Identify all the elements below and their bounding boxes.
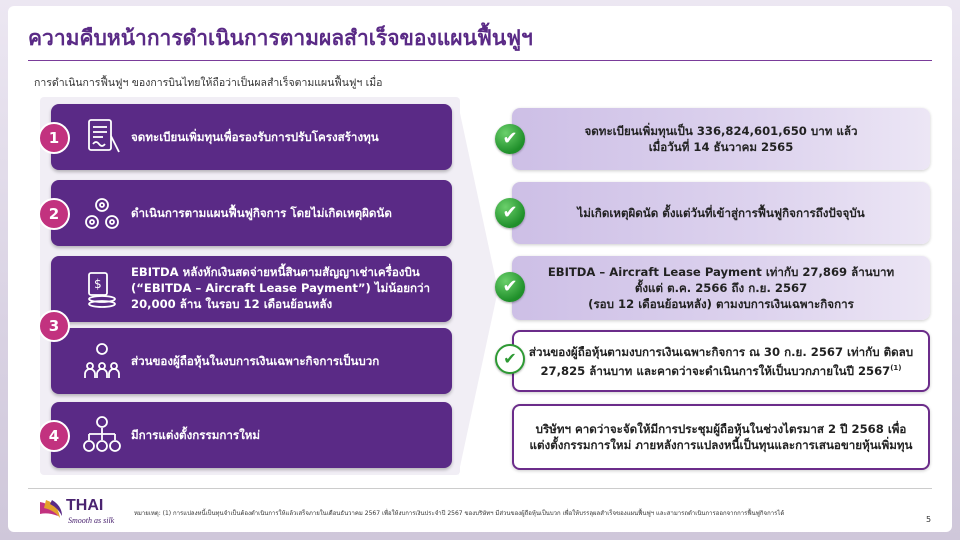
criteria-label-4: มีการแต่งตั้งกรรมการใหม่ [131,428,261,442]
footnote: หมายเหตุ: (1) การแปลงหนี้เป็นทุนจำเป็นต้องดำเนินการให้แล้วเสร็จภายในเดือนธันวาคม 2567 เพื่อให้งบการเงินประจำปี 2567 ของบริษัทฯ มีส่วนของผู้ถือหุ้นเป็นบวก เพื่อให้บรรลุผลสำเร็จของแผนฟื้นฟูฯ และสามารถดำเนินการออกจากการฟื้นฟูกิจการได้ [134,510,785,517]
chevron-arrow-icon [458,104,498,476]
gears-icon [81,192,123,234]
svg-text:$: $ [94,277,102,291]
criteria-number-3: 3 [38,310,70,342]
document-sign-icon [81,116,123,158]
criteria-label-1: จดทะเบียนเพิ่มทุนเพื่อรองรับการปรับโครงสร้างทุน [131,130,379,144]
footer-divider [28,488,932,489]
shareholders-icon [81,340,123,382]
page-title: ความคืบหน้าการดำเนินการตามผลสำเร็จของแผนฟื้นฟูฯ [28,26,533,50]
check-outline-icon: ✔ [495,344,525,374]
criteria-label-2: ดำเนินการตามแผนฟื้นฟูกิจการ โดยไม่เกิดเหตุผิดนัด [131,206,392,220]
status-1-line-1: จดทะเบียนเพิ่มทุนเป็น 336,824,601,650 บาท แล้ว [584,124,858,138]
footnote-marker: (1) [890,363,902,372]
criteria-label-3b: ส่วนของผู้ถือหุ้นในงบการเงินเฉพาะกิจการเป็นบวก [131,354,380,368]
check-icon-3: ✔ [495,272,525,302]
criteria-number-2: 2 [38,198,70,230]
logo-tagline: Smooth as silk [68,516,115,525]
status-3-line-3: (รอบ 12 เดือนย้อนหลัง) ตามงบการเงินเฉพาะกิจการ [588,297,854,311]
status-4-text: ส่วนของผู้ถือหุ้นตามงบการเงินเฉพาะกิจการ ณ 30 ก.ย. 2567 เท่ากับ ติดลบ 27,825 ล้านบาท และคาดว่าจะดำเนินการให้เป็นบวกภายในปี 2567 [528,344,914,378]
status-3-line-1: EBITDA – Aircraft Lease Payment เท่ากับ 27,869 ล้านบาท [547,265,895,279]
criteria-card-1 [51,104,452,170]
status-5-text: บริษัทฯ คาดว่าจะจัดให้มีการประชุมผู้ถือหุ้นในช่วงไตรมาส 2 ปี 2568 เพื่อแต่งตั้งกรรมการใหม่ ภายหลังการแปลงหนี้เป็นทุนและการเสนอขายหุ้นเพิ่มทุน [529,422,913,452]
criteria-card-4 [51,402,452,468]
title-divider [28,60,932,61]
page-number: 5 [926,515,932,524]
status-1-line-2: เมื่อวันที่ 14 ธันวาคม 2565 [648,140,794,154]
criteria-card-3b [51,328,452,394]
status-card-5 [512,404,930,470]
logo-text: THAI [66,497,104,514]
status-card-2 [512,182,930,244]
status-card-4 [512,330,930,392]
cash-coins-icon [81,268,123,310]
criteria-number-1: 1 [38,122,70,154]
criteria-number-4: 4 [38,420,70,452]
page-subtitle: การดำเนินการฟื้นฟูฯ ของการบินไทยให้ถือว่าเป็นผลสำเร็จตามแผนฟื้นฟูฯ เมื่อ [34,77,383,89]
criteria-label-3a: EBITDA หลังหักเงินสดจ่ายหนี้สินตามสัญญาเช่าเครื่องบิน (“EBITDA – Aircraft Lease Payment”) ไม่น้อยกว่า 20,000 ล้าน ในรอบ 12 เดือนย้อนหลัง [131,265,431,311]
criteria-card-2 [51,180,452,246]
status-card-3 [512,256,930,320]
criteria-card-3a [51,256,452,322]
status-2-line-1: ไม่เกิดเหตุผิดนัด ตั้งแต่วันที่เข้าสู่การฟื้นฟูกิจการถึงปัจจุบัน [577,206,865,220]
status-3-line-2: ตั้งแต่ ต.ค. 2566 ถึง ก.ย. 2567 [634,281,808,295]
org-chart-icon [81,414,123,456]
check-icon-2: ✔ [495,198,525,228]
check-icon-1: ✔ [495,124,525,154]
status-card-1 [512,108,930,170]
